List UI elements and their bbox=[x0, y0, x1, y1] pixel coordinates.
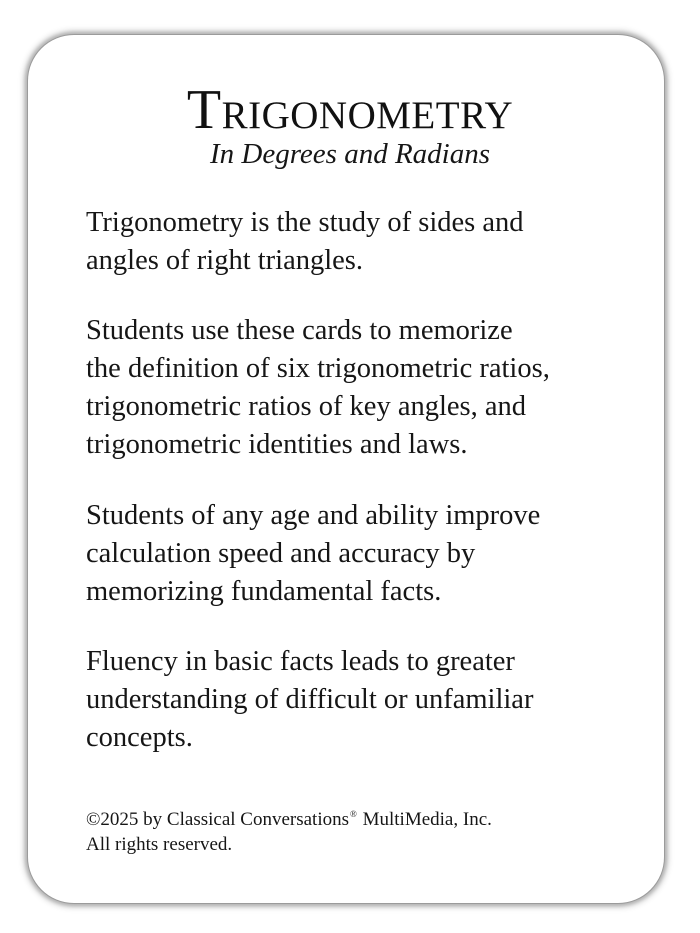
card-title: Trigonometry bbox=[186, 79, 514, 141]
card-body bbox=[86, 204, 646, 787]
paragraph-fluency: Fluency in basic facts leads to greater understanding of difficult or unfamiliar concepts. bbox=[86, 646, 534, 753]
paragraph-benefit: Students of any age and ability improve calculation speed and accuracy by memorizing fundamental facts. bbox=[86, 500, 541, 607]
card-subtitle: In Degrees and Radians bbox=[209, 138, 491, 170]
paragraph-definition: Trigonometry is the study of sides and angles of right triangles. bbox=[86, 207, 524, 276]
copyright-company: MultiMedia, Inc. bbox=[357, 809, 492, 830]
copyright-line bbox=[86, 802, 646, 832]
copyright-footer bbox=[86, 802, 646, 857]
copyright-holder: ©2025 by Classical Conversations bbox=[86, 809, 349, 830]
paragraph-purpose: Students use these cards to memorize the definition of six trigonometric ratios, trigonometric ratios of key angles, and trigonometric identities and laws. bbox=[86, 315, 550, 460]
rights-reserved: All rights reserved. bbox=[86, 834, 233, 855]
registered-mark: ® bbox=[350, 809, 357, 819]
